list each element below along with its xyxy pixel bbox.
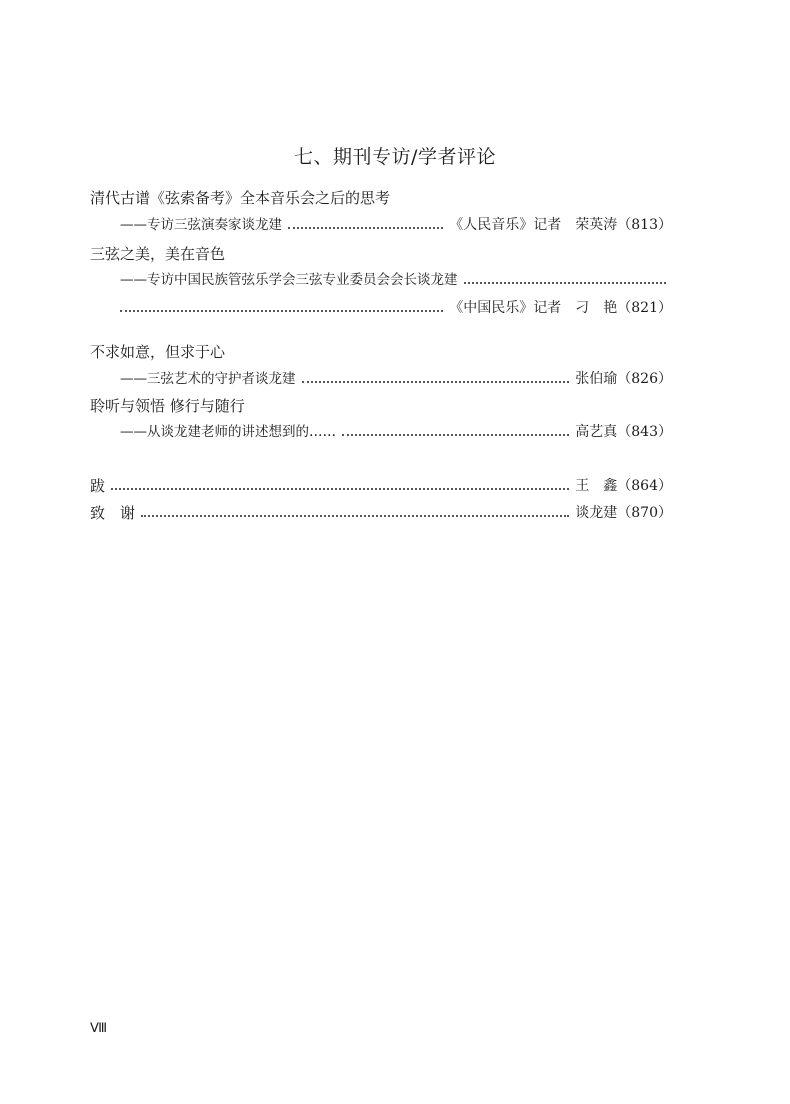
dot-leader <box>464 282 667 284</box>
entry-title: 清代古谱《弦索备考》全本音乐会之后的思考 <box>90 189 391 207</box>
entry-author-page: 王 鑫（864） <box>575 478 672 494</box>
entry-author-page: 高艺真（843） <box>575 424 672 440</box>
toc-entry-subtitle <box>120 418 672 442</box>
toc-entry-title <box>90 184 672 208</box>
toc-entry-title <box>90 338 672 362</box>
entry-author-page: 《中国民乐》记者 刁 艳（821） <box>449 300 672 316</box>
toc-entry-title <box>90 240 672 264</box>
entry-subtitle: ——专访三弦演奏家谈龙建 <box>120 217 282 233</box>
entry-subtitle: ——从谈龙建老师的讲述想到的…… <box>120 424 336 440</box>
dot-leader <box>120 310 443 312</box>
dot-leader <box>342 434 569 436</box>
entry-author-page: 谈龙建（870） <box>575 505 672 521</box>
entry-title: 跋 <box>90 477 106 495</box>
entry-title: 聆听与领悟 修行与随行 <box>90 397 245 415</box>
dot-leader <box>288 227 443 229</box>
page-number: Ⅷ <box>90 1020 107 1035</box>
dot-leader <box>111 488 569 490</box>
entry-author-page: 《人民音乐》记者 荣英涛（813） <box>449 217 672 233</box>
section-title: 七、期刊专访/学者评论 <box>294 146 496 168</box>
toc-entry-back-matter <box>90 472 672 496</box>
toc-entry-subtitle <box>120 266 672 290</box>
entry-title: 不求如意，但求于心 <box>90 343 226 361</box>
entry-title: 致 谢 <box>90 504 136 522</box>
toc-entry-subtitle <box>120 211 672 235</box>
entry-title: 三弦之美，美在音色 <box>90 245 226 263</box>
entry-author-page: 张伯瑜（826） <box>575 371 672 387</box>
toc-entry-title <box>90 392 672 416</box>
entry-subtitle: ——专访中国民族管弦乐学会三弦专业委员会会长谈龙建 <box>120 272 458 288</box>
toc-entry-back-matter <box>90 499 672 523</box>
dot-leader <box>302 381 570 383</box>
toc-entry-subtitle <box>120 365 672 389</box>
entry-subtitle: ——三弦艺术的守护者谈龙建 <box>120 371 296 387</box>
dot-leader <box>141 515 569 517</box>
toc-entry-continuation <box>120 294 672 318</box>
